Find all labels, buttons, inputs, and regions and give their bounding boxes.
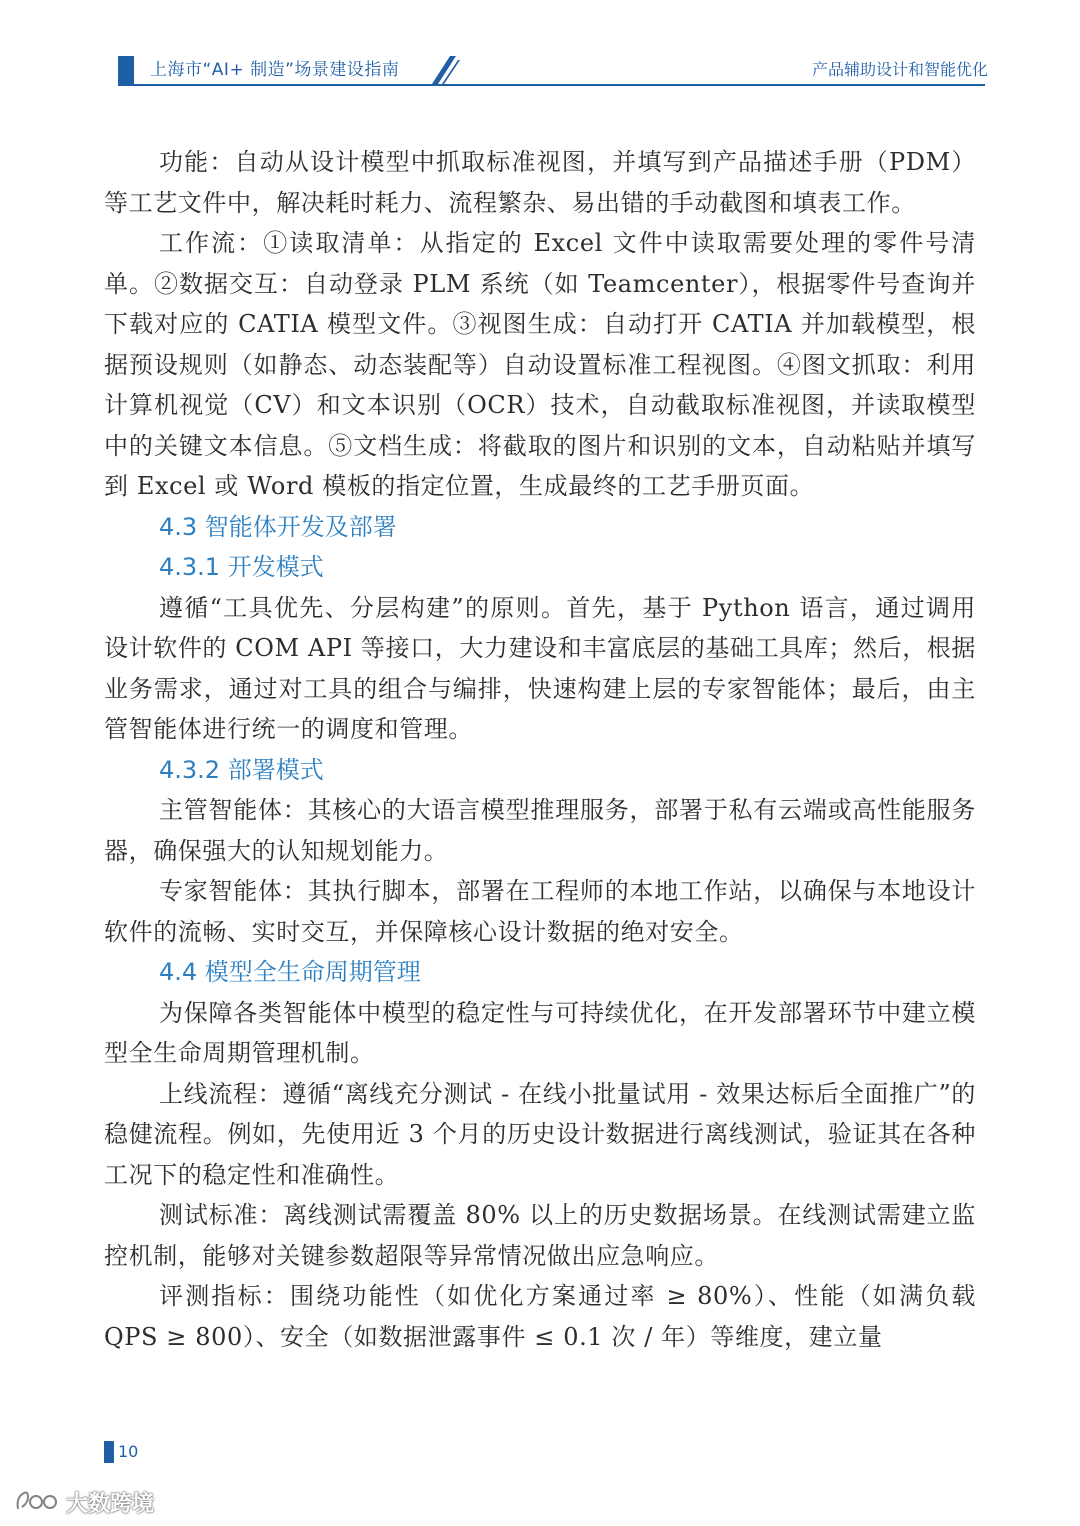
section-title: 产品辅助设计和智能优化 [811,60,988,79]
paragraph-eval-metrics: 评测指标：围绕功能性（如优化方案通过率 ≥ 80%）、性能（如满负载 QPS ≥ 800）、安全（如数据泄露事件 ≤ 0.1 次 / 年）等维度，建立量 [104,1282,976,1351]
document-title: 上海市“AI+ 制造”场景建设指南 [150,60,400,80]
paragraph-workflow: 工作流：①读取清单：从指定的 Excel 文件中读取需要处理的零件号清单。②数据交互：自动登录 PLM 系统（如 Teamcenter），根据零件号查询并下载对应的 CATIA 模型文件。③视图生成：自动打开 CATIA 并加载模型，根据预设规则（如静态、动态装配等）自动设置标准工程视图。④图文抓取：利用计算机视觉（CV）和文本识别（OCR）技术，自动截取标准视图，并读取模型中的关键文本信息。⑤文档生成：将截取的图片和识别的文本，自动粘贴并填写到 Excel 或 Word 模板的指定位置，生成最终的工艺手册页面。 [104,229,976,500]
watermark-text: 大数跨境 [66,1491,155,1517]
paragraph-dev-mode: 遵循“工具优先、分层构建”的原则。首先，基于 Python 语言，通过调用设计软件的 COM API 等接口，大力建设和丰富底层的基础工具库；然后，根据业务需求，通过对工具的组合与编排，快速构建上层的专家智能体；最后，由主管智能体进行统一的调度和管理。 [104,593,976,743]
paragraph-expert-agent: 专家智能体：其执行脚本，部署在工程师的本地工作站，以确保与本地设计软件的流畅、实时交互，并保障核心设计数据的绝对安全。 [104,877,976,946]
paragraph-function: 功能：自动从设计模型中抓取标准视图，并填写到产品描述手册（PDM）等工艺文件中，解决耗时耗力、流程繁杂、易出错的手动截图和填表工作。 [104,148,976,217]
heading-4-3-2: 4.3.2 部署模式 [159,755,324,784]
header-divider [118,84,985,86]
heading-4-4: 4.4 模型全生命周期管理 [159,958,421,986]
watermark-logo-icon [14,1487,62,1517]
paragraph-launch-process: 上线流程：遵循“离线充分测试 - 在线小批量试用 - 效果达标后全面推广”的稳健流程。例如，先使用近 3 个月的历史设计数据进行离线测试，验证其在各种工况下的稳定性和准确性。 [104,1079,976,1189]
page-number: 10 [118,1442,139,1461]
watermark [14,1485,154,1519]
heading-4-3: 4.3 智能体开发及部署 [159,512,397,541]
page-number-accent [104,1441,114,1463]
paragraph-lifecycle-intro: 为保障各类智能体中模型的稳定性与可持续优化，在开发部署环节中建立模型全生命周期管理机制。 [104,998,976,1067]
header-slash-decoration [420,54,460,86]
header-accent-block [118,56,134,84]
heading-4-3-1: 4.3.1 开发模式 [159,553,324,581]
paragraph-test-standard: 测试标准：离线测试需覆盖 80% 以上的历史数据场景。在线测试需建立监控机制，能够对关键参数超限等异常情况做出应急响应。 [104,1201,976,1270]
paragraph-supervisor-agent: 主管智能体：其核心的大语言模型推理服务，部署于私有云端或高性能服务器，确保强大的认知规划能力。 [104,796,976,865]
page-body [104,142,976,1357]
